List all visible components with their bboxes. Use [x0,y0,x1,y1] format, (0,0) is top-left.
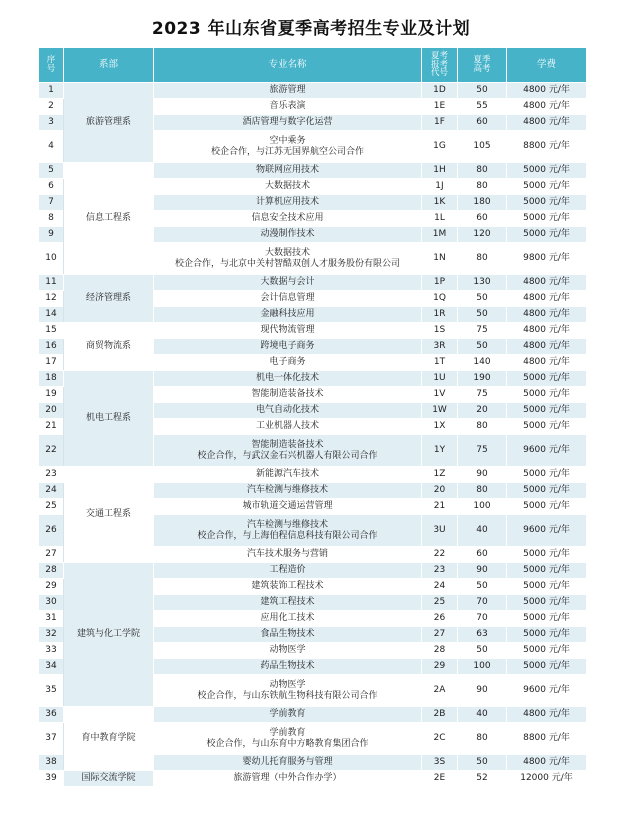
row-fee: 12000 元/年 [507,771,587,787]
row-quota: 60 [458,547,507,563]
row-fee: 5000 元/年 [507,659,587,675]
row-code: 1F [422,115,458,131]
row-seq: 34 [39,659,64,675]
row-major [154,179,422,195]
row-quota: 50 [458,339,507,355]
row-fee: 9600 元/年 [507,435,587,467]
row-major [154,579,422,595]
admission-plan-table [38,47,587,787]
row-quota: 120 [458,227,507,243]
row-major-name: 城市轨道交通运营管理 [242,501,333,512]
row-major-name: 机电一体化技术 [255,373,319,384]
row-seq: 37 [39,723,64,755]
row-seq: 30 [39,595,64,611]
row-code: 24 [422,579,458,595]
row-seq: 23 [39,467,64,483]
row-major-name: 汽车检测与维修技术 [246,520,328,531]
row-major-name: 物联网应用技术 [255,165,319,176]
row-seq: 2 [39,99,64,115]
row-code: 29 [422,659,458,675]
row-fee: 4800 元/年 [507,291,587,307]
row-quota: 50 [458,579,507,595]
row-major-name: 汽车检测与维修技术 [246,485,328,496]
row-seq: 39 [39,771,64,787]
row-code: 20 [422,483,458,499]
row-major-name: 电子商务 [269,357,306,368]
row-code: 1P [422,275,458,291]
row-code: 3R [422,339,458,355]
row-seq: 20 [39,403,64,419]
row-seq: 21 [39,419,64,435]
row-quota: 80 [458,163,507,179]
row-code: 26 [422,611,458,627]
row-major-name: 新能源汽车技术 [255,469,319,480]
row-major-name: 食品生物技术 [260,629,315,640]
table-row [39,275,587,291]
row-fee: 8800 元/年 [507,723,587,755]
row-major-name: 建筑工程技术 [260,597,315,608]
row-code: 22 [422,547,458,563]
row-dept: 旅游管理系 [64,83,154,163]
row-quota: 50 [458,291,507,307]
row-fee: 4800 元/年 [507,339,587,355]
row-code: 1V [422,387,458,403]
row-fee: 5000 元/年 [507,371,587,387]
row-major-name: 电气自动化技术 [255,405,319,416]
row-fee: 5000 元/年 [507,579,587,595]
row-major-name: 婴幼儿托育服务与管理 [242,757,333,768]
row-seq: 33 [39,643,64,659]
row-fee: 9600 元/年 [507,675,587,707]
row-major-note: 校企合作，与山东育中方略教育集团合作 [206,738,369,749]
row-code: 1H [422,163,458,179]
row-quota: 50 [458,755,507,771]
row-major-name: 建筑装饰工程技术 [251,581,324,592]
row-quota: 100 [458,659,507,675]
row-major-name: 音乐表演 [269,101,306,112]
row-quota: 190 [458,371,507,387]
row-seq: 12 [39,291,64,307]
row-quota: 52 [458,771,507,787]
row-major [154,771,422,787]
row-major [154,275,422,291]
row-major-name: 旅游管理（中外合作办学） [233,773,342,784]
row-quota: 80 [458,419,507,435]
header-fee: 学费 [507,48,587,83]
row-quota: 20 [458,403,507,419]
row-major [154,611,422,627]
row-major-name: 动物医学 [269,680,306,691]
row-major-note: 校企合作，与上海伯程信息科技有限公司合作 [197,530,378,541]
row-code: 21 [422,499,458,515]
row-seq: 5 [39,163,64,179]
table-row [39,323,587,339]
row-code: 1T [422,355,458,371]
row-major-name: 现代物流管理 [260,325,315,336]
row-major [154,499,422,515]
row-dept: 机电工程系 [64,371,154,467]
row-major [154,211,422,227]
row-quota: 75 [458,387,507,403]
row-quota: 80 [458,723,507,755]
row-dept: 交通工程系 [64,467,154,563]
row-code: 1L [422,211,458,227]
page-title: 2023 年山东省夏季高考招生专业及计划 [151,19,471,39]
row-seq: 7 [39,195,64,211]
row-major-name: 跨境电子商务 [260,341,315,352]
row-major [154,403,422,419]
row-dept: 信息工程系 [64,163,154,275]
row-quota: 50 [458,307,507,323]
row-fee: 4800 元/年 [507,355,587,371]
row-major-note: 校企合作，与山东铁航生物科技有限公司合作 [197,690,378,701]
row-major-name: 智能制造装备技术 [251,389,324,400]
table-header-row [39,48,587,83]
table-row [39,163,587,179]
row-seq: 22 [39,435,64,467]
row-seq: 9 [39,227,64,243]
header-code: 夏考 报考 代号 [422,48,458,83]
row-code: 1R [422,307,458,323]
row-fee: 5000 元/年 [507,211,587,227]
row-major-name: 大数据技术 [264,181,310,192]
row-major [154,99,422,115]
table-row [39,771,587,787]
row-fee: 5000 元/年 [507,499,587,515]
row-major-name: 旅游管理 [269,85,306,96]
row-major [154,323,422,339]
row-seq: 36 [39,707,64,723]
row-major [154,435,422,467]
row-major [154,387,422,403]
row-major-name: 应用化工技术 [260,613,315,624]
row-quota: 100 [458,499,507,515]
row-fee: 9800 元/年 [507,243,587,275]
row-seq: 18 [39,371,64,387]
header-major: 专业名称 [154,48,422,83]
row-seq: 15 [39,323,64,339]
row-fee: 5000 元/年 [507,643,587,659]
row-seq: 19 [39,387,64,403]
row-seq: 27 [39,547,64,563]
table-row [39,563,587,579]
row-quota: 130 [458,275,507,291]
row-seq: 6 [39,179,64,195]
row-fee: 5000 元/年 [507,611,587,627]
row-fee: 4800 元/年 [507,99,587,115]
row-major [154,755,422,771]
row-major-name: 信息安全技术应用 [251,213,324,224]
row-major [154,675,422,707]
header-quota: 夏季 高考 [458,48,507,83]
row-quota: 60 [458,115,507,131]
header-seq: 序 号 [39,48,64,83]
row-code: 1S [422,323,458,339]
row-code: 25 [422,595,458,611]
row-fee: 5000 元/年 [507,387,587,403]
row-code: 1Q [422,291,458,307]
row-code: 1U [422,371,458,387]
row-quota: 50 [458,643,507,659]
row-quota: 80 [458,243,507,275]
table-row [39,371,587,387]
row-fee: 9600 元/年 [507,515,587,547]
row-fee: 4800 元/年 [507,307,587,323]
row-quota: 60 [458,211,507,227]
row-fee: 5000 元/年 [507,627,587,643]
row-major [154,115,422,131]
row-code: 1W [422,403,458,419]
table-row [39,707,587,723]
row-code: 23 [422,563,458,579]
row-major-name: 会计信息管理 [260,293,315,304]
row-quota: 70 [458,611,507,627]
row-seq: 31 [39,611,64,627]
row-major [154,515,422,547]
row-code: 1K [422,195,458,211]
row-quota: 80 [458,179,507,195]
row-major-name: 药品生物技术 [260,661,315,672]
row-quota: 70 [458,595,507,611]
row-major-note: 校企合作，与江苏无国界航空公司合作 [210,146,364,157]
row-code: 1Y [422,435,458,467]
row-seq: 24 [39,483,64,499]
row-fee: 4800 元/年 [507,323,587,339]
row-seq: 26 [39,515,64,547]
row-code: 1M [422,227,458,243]
row-quota: 75 [458,435,507,467]
row-code: 2B [422,707,458,723]
row-fee: 5000 元/年 [507,467,587,483]
row-seq: 35 [39,675,64,707]
row-dept: 商贸物流系 [64,323,154,371]
row-quota: 90 [458,563,507,579]
row-code: 1J [422,179,458,195]
row-seq: 3 [39,115,64,131]
row-code: 28 [422,643,458,659]
row-major [154,723,422,755]
row-major-name: 动漫制作技术 [260,229,315,240]
row-major-name: 动物医学 [269,645,306,656]
row-major [154,483,422,499]
row-major [154,547,422,563]
row-quota: 55 [458,99,507,115]
row-quota: 40 [458,707,507,723]
row-fee: 5000 元/年 [507,227,587,243]
row-fee: 5000 元/年 [507,403,587,419]
row-major [154,659,422,675]
row-fee: 5000 元/年 [507,483,587,499]
row-quota: 75 [458,323,507,339]
row-seq: 8 [39,211,64,227]
row-fee: 5000 元/年 [507,547,587,563]
row-quota: 40 [458,515,507,547]
row-code: 3U [422,515,458,547]
row-seq: 32 [39,627,64,643]
row-major [154,355,422,371]
row-major [154,467,422,483]
row-quota: 90 [458,467,507,483]
row-fee: 5000 元/年 [507,595,587,611]
row-seq: 11 [39,275,64,291]
row-major-name: 工业机器人技术 [255,421,319,432]
row-seq: 28 [39,563,64,579]
row-major [154,131,422,163]
row-major [154,291,422,307]
row-major-name: 计算机应用技术 [255,197,319,208]
row-seq: 38 [39,755,64,771]
row-code: 1N [422,243,458,275]
row-major [154,163,422,179]
row-major-name: 智能制造装备技术 [251,440,324,451]
table-body [39,83,587,787]
header-dept: 系部 [64,48,154,83]
row-major-note: 校企合作，与北京中关村智酷双创人才服务股份有限公司 [174,258,400,269]
row-quota: 80 [458,483,507,499]
row-code: 1Z [422,467,458,483]
row-quota: 180 [458,195,507,211]
row-major [154,643,422,659]
row-fee: 4800 元/年 [507,275,587,291]
row-fee: 4800 元/年 [507,707,587,723]
row-major [154,83,422,99]
row-major-name: 学前教育 [269,709,306,720]
row-major [154,371,422,387]
row-quota: 50 [458,83,507,99]
row-seq: 4 [39,131,64,163]
row-seq: 16 [39,339,64,355]
row-major-name: 工程造价 [269,565,306,576]
row-seq: 14 [39,307,64,323]
row-major [154,627,422,643]
row-code: 27 [422,627,458,643]
row-major-name: 大数据与会计 [260,277,315,288]
row-major [154,339,422,355]
row-dept: 国际交流学院 [64,771,154,787]
row-fee: 5000 元/年 [507,163,587,179]
row-seq: 1 [39,83,64,99]
row-fee: 5000 元/年 [507,195,587,211]
table-row [39,467,587,483]
row-major [154,227,422,243]
row-major-name: 汽车技术服务与营销 [246,549,328,560]
row-major [154,195,422,211]
row-dept: 经济管理系 [64,275,154,323]
row-code: 1G [422,131,458,163]
row-major-name: 大数据技术 [264,248,310,259]
row-major [154,243,422,275]
row-code: 3S [422,755,458,771]
row-code: 2A [422,675,458,707]
row-major-note: 校企合作，与武汉金石兴机器人有限公司合作 [197,450,378,461]
row-major-name: 学前教育 [269,728,306,739]
row-code: 2C [422,723,458,755]
row-dept: 建筑与化工学院 [64,563,154,707]
row-fee: 4800 元/年 [507,755,587,771]
row-seq: 25 [39,499,64,515]
row-code: 1E [422,99,458,115]
row-code: 2E [422,771,458,787]
row-fee: 4800 元/年 [507,83,587,99]
row-fee: 4800 元/年 [507,115,587,131]
row-code: 1X [422,419,458,435]
row-fee: 5000 元/年 [507,419,587,435]
row-seq: 10 [39,243,64,275]
row-fee: 5000 元/年 [507,179,587,195]
row-dept: 育中教育学院 [64,707,154,771]
row-quota: 140 [458,355,507,371]
row-fee: 5000 元/年 [507,563,587,579]
row-major [154,307,422,323]
row-major [154,563,422,579]
row-seq: 29 [39,579,64,595]
row-major [154,707,422,723]
row-quota: 105 [458,131,507,163]
row-quota: 90 [458,675,507,707]
table-row [39,83,587,99]
row-fee: 8800 元/年 [507,131,587,163]
row-quota: 63 [458,627,507,643]
row-code: 1D [422,83,458,99]
row-seq: 17 [39,355,64,371]
row-major [154,595,422,611]
row-major-name: 金融科技应用 [260,309,315,320]
row-major-name: 酒店管理与数字化运营 [242,117,333,128]
row-major-name: 空中乘务 [269,136,306,147]
row-major [154,419,422,435]
